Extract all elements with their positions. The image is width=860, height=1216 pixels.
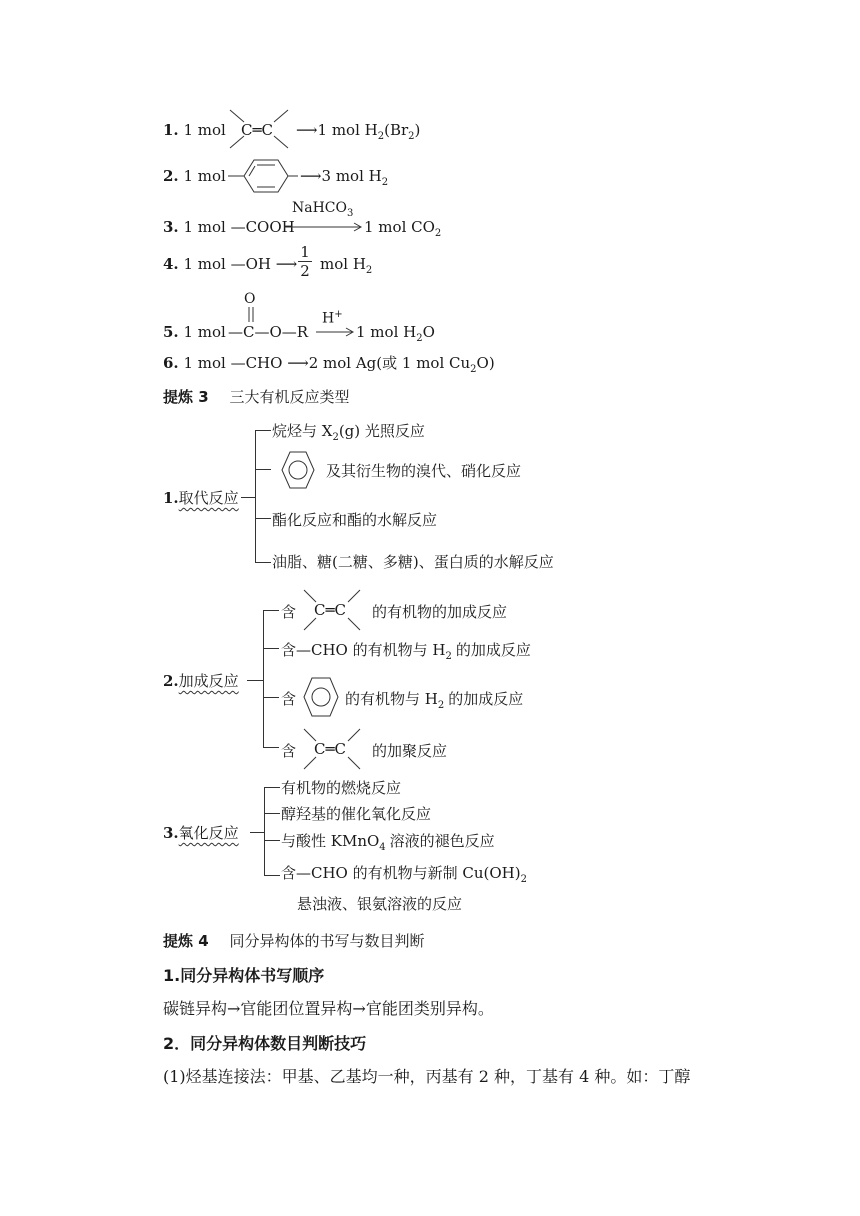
- item-number: 2.: [163, 167, 179, 185]
- subheading-1: 1.同分异构体书写顺序: [163, 966, 325, 985]
- reaction-item: 与酸性 KMnO$_4$ 溶液的褪色反应: [281, 832, 495, 853]
- ester-group: —C—O—R: [228, 323, 309, 341]
- alkene-bond-text: C═C: [314, 740, 346, 758]
- item-text: 1 mol —CHO ⟶2 mol Ag(或 1 mol Cu: [183, 354, 471, 372]
- alkene-bond-text: C═C: [314, 601, 346, 619]
- item-1: [163, 121, 226, 139]
- bracket-spine: [264, 787, 265, 875]
- bracket-tick: [263, 747, 279, 748]
- reaction-item: 及其衍生物的溴代、硝化反应: [326, 462, 522, 480]
- reaction-item: 含—CHO 的有机物与新制 $Cu(OH)_2$: [281, 864, 527, 885]
- benzene-ring-icon: [228, 157, 304, 195]
- item-text: 1 mol —COOH: [183, 218, 295, 236]
- reaction-item: 有机物的燃烧反应: [281, 779, 402, 797]
- item-number: 5.: [163, 323, 179, 341]
- item-5: [163, 323, 226, 341]
- reaction-item: 含: [281, 742, 297, 760]
- reaction-item: 油脂、糖(二糖、多糖)、蛋白质的水解反应: [272, 553, 554, 571]
- bracket-tick: [263, 610, 279, 611]
- bracket-tick: [264, 813, 280, 814]
- bracket-tick: [264, 875, 280, 876]
- reaction-item: 悬浊液、银氨溶液的反应: [297, 895, 463, 913]
- group-1-label: 1.取代反应: [163, 489, 239, 507]
- item-2: [163, 167, 226, 185]
- bracket-spine: [263, 610, 264, 747]
- reaction-item: 含—CHO 的有机物与 $H_2$ 的加成反应: [281, 641, 531, 662]
- section-label: 提炼 4: [163, 932, 209, 950]
- item-5-product: 1 mol $H_2O$: [356, 323, 435, 344]
- fraction: 1 2: [298, 243, 312, 280]
- item-text: 1 mol: [183, 323, 226, 341]
- paragraph-2: (1)烃基连接法：甲基、乙基均一种，丙基有 2 种，丁基有 4 种。如：丁醇: [163, 1067, 691, 1086]
- carbonyl-oxygen: O: [244, 291, 256, 307]
- item-text: 1 mol: [183, 121, 226, 139]
- item-3-product: 1 mol $CO_2$: [364, 218, 442, 239]
- group-2-label: 2.加成反应: [163, 672, 239, 690]
- bracket-tick: [263, 648, 279, 649]
- subheading-2: 2．同分异构体数目判断技巧: [163, 1034, 367, 1053]
- benzene-ring-icon: [276, 448, 320, 492]
- item-number: 1.: [163, 121, 179, 139]
- section-3-heading: [163, 386, 349, 407]
- reaction-arrow: [284, 222, 364, 232]
- item-4: [163, 255, 297, 273]
- alkene-bond-text: C═C: [241, 121, 273, 139]
- reaction-item: 烷烃与 $X_2(g)$ 光照反应: [272, 422, 425, 443]
- reaction-item: 含: [281, 690, 297, 708]
- section-title: 同分异构体的书写与数目判断: [229, 932, 425, 950]
- bracket-spine: [255, 430, 256, 563]
- benzene-ring-icon: [298, 674, 344, 720]
- bracket-tick: [255, 518, 271, 519]
- item-text: 1 mol —OH ⟶: [183, 255, 298, 273]
- item-2-product: ⟶3 mol $H_2$: [300, 167, 389, 188]
- section-4-heading: [163, 930, 424, 951]
- bracket-tick: [264, 840, 280, 841]
- bracket-stem: [250, 832, 264, 833]
- item-4-product: mol $H_2$: [320, 255, 373, 276]
- item-1-product: ⟶1 mol $H_2(Br_2)$: [296, 121, 421, 142]
- section-title: 三大有机反应类型: [229, 388, 350, 406]
- carbonyl-double-bond: [247, 307, 257, 323]
- item-number: 6.: [163, 354, 179, 372]
- bracket-tick: [255, 562, 271, 563]
- bracket-tick: [255, 430, 271, 431]
- reaction-item: 的有机物的加成反应: [372, 603, 508, 621]
- item-6: 6. 1 mol —CHO ⟶2 mol Ag(或 1 mol $Cu_2O$): [163, 354, 495, 375]
- reagent-label: H+: [322, 309, 343, 327]
- bracket-stem: [241, 497, 255, 498]
- reaction-arrow: [316, 327, 356, 337]
- paragraph-1: 碳链异构→官能团位置异构→官能团类别异构。: [163, 999, 494, 1018]
- section-label: 提炼 3: [163, 388, 209, 406]
- item-3: [163, 218, 295, 236]
- reaction-item: 含: [281, 603, 297, 621]
- group-3-label: 3.氧化反应: [163, 824, 239, 842]
- bracket-tick: [263, 697, 279, 698]
- item-number: 4.: [163, 255, 179, 273]
- bracket-tick: [264, 787, 280, 788]
- item-number: 3.: [163, 218, 179, 236]
- reaction-item: 的加聚反应: [372, 742, 448, 760]
- reaction-item: 醇羟基的催化氧化反应: [281, 805, 432, 823]
- reaction-item: 酯化反应和酯的水解反应: [272, 511, 438, 529]
- reagent-label: NaHCO$_3$: [292, 200, 354, 219]
- bracket-stem: [247, 680, 263, 681]
- item-text: 1 mol: [183, 167, 226, 185]
- bracket-tick: [255, 469, 271, 470]
- reaction-item: 的有机物与 $H_2$ 的加成反应: [345, 690, 524, 711]
